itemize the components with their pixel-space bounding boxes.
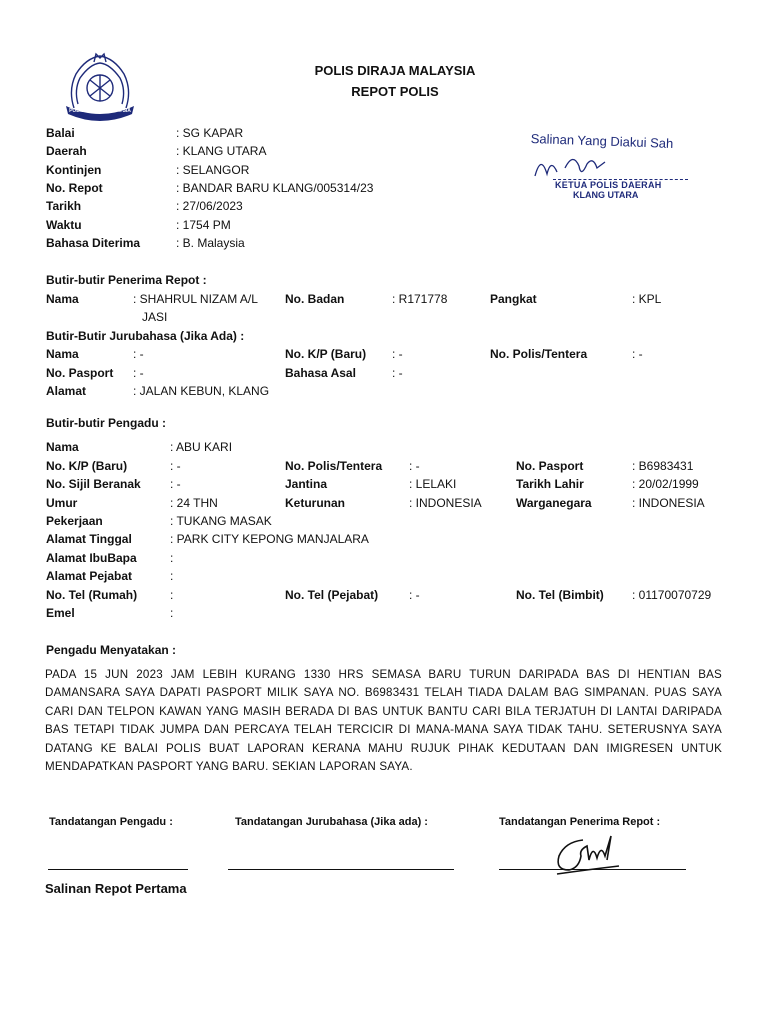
- no-badan-label: No. Badan: [285, 292, 345, 306]
- tarikh-value: : 27/06/2023: [176, 199, 243, 213]
- kontinjen-label: Kontinjen: [46, 163, 102, 177]
- sijil-label: No. Sijil Beranak: [46, 477, 141, 491]
- emel-value: :: [170, 606, 174, 620]
- keturunan-label: Keturunan: [285, 496, 345, 510]
- bahasa-asal-label: Bahasa Asal: [285, 366, 356, 380]
- tel-pejabat-label: No. Tel (Pejabat): [285, 588, 379, 602]
- pengadu-nama-label: Nama: [46, 440, 79, 454]
- umur-label: Umur: [46, 496, 78, 510]
- pengadu-polis-label: No. Polis/Tentera: [285, 459, 383, 473]
- waktu-value: : 1754 PM: [176, 218, 231, 232]
- sig-pengadu-line: [48, 869, 188, 870]
- tel-bimbit-label: No. Tel (Bimbit): [516, 588, 604, 602]
- org-title: POLIS DIRAJA MALAYSIA: [314, 63, 476, 78]
- jurubahasa-polis-label: No. Polis/Tentera: [490, 347, 588, 361]
- certified-copy-stamp: [525, 128, 695, 208]
- pengadu-kp-value: : -: [170, 459, 181, 473]
- jantina-label: Jantina: [285, 477, 328, 491]
- jurubahasa-polis-value: : -: [632, 347, 643, 361]
- jurubahasa-heading: Butir-Butir Jurubahasa (Jika Ada) :: [46, 329, 245, 343]
- statement-text: PADA 15 JUN 2023 JAM LEBIH KURANG 1330 HRS SEMASA BARU TURUN DARIPADA BAS DI HENTIAN BAS DAMANSARA SAYA DAPATI PASPORT MILIK SAYA NO. B6983431 TELAH TIADA DALAM BAG SIMPANAN. PUAS SAYA CARI DAN TELPON KAWAN YANG MASIH BERADA DI BAS UNTUK BANTU CARI BILA TERJATUH DI LANTAI DARIPADA BAS TETAPI TIDAK JUMPA DAN PERCAYA TELAH TERCICIR DI MANA-MANA SAYA TIDAK TAHU. SETERUSNYA SAYA DATANG KE BALAI POLIS BUAT LAPORAN KERANA MAHU RUJUK PIHAK KEDUTAAN DAN IMIGRESEN UNTUK MENDAPATKAN PASPORT YANG BARU. SEKIAN LAPORAN SAYA.: [45, 668, 722, 774]
- tel-rumah-value: :: [170, 588, 174, 602]
- jurubahasa-kp-label: No. K/P (Baru): [285, 347, 367, 361]
- statement-heading: Pengadu Menyatakan :: [46, 643, 177, 657]
- alamat-pejabat-label: Alamat Pejabat: [46, 569, 133, 583]
- alamat-ibubapa-value: :: [170, 551, 174, 565]
- sijil-value: : -: [170, 477, 181, 491]
- bahasa-label: Bahasa Diterima: [46, 236, 141, 250]
- umur-value: : 24 THN: [170, 496, 218, 510]
- tarikh-lahir-value: : 20/02/1999: [632, 477, 699, 491]
- alamat-tinggal-label: Alamat Tinggal: [46, 532, 132, 546]
- balai-value: : SG KAPAR: [176, 126, 244, 140]
- doc-title: REPOT POLIS: [351, 84, 439, 99]
- no-repot-label: No. Repot: [46, 181, 103, 195]
- stamp-line-3: KLANG UTARA: [573, 190, 639, 200]
- stamp-line-1: Salinan Yang Diakui Sah: [530, 131, 674, 151]
- alamat-tinggal-value: : PARK CITY KEPONG MANJALARA: [170, 532, 369, 546]
- tarikh-label: Tarikh: [46, 199, 82, 213]
- no-badan-value: : R171778: [392, 292, 448, 306]
- pekerjaan-label: Pekerjaan: [46, 514, 103, 528]
- jurubahasa-pasport-label: No. Pasport: [46, 366, 114, 380]
- jurubahasa-nama-label: Nama: [46, 347, 79, 361]
- sig-pengadu-label: Tandatangan Pengadu :: [49, 816, 173, 828]
- sig-jurubahasa-label: Tandatangan Jurubahasa (Jika ada) :: [235, 816, 428, 828]
- daerah-value: : KLANG UTARA: [176, 144, 267, 158]
- daerah-label: Daerah: [46, 144, 87, 158]
- alamat-pejabat-value: :: [170, 569, 174, 583]
- pengadu-pasport-value: : B6983431: [632, 459, 694, 473]
- emel-label: Emel: [46, 606, 75, 620]
- jurubahasa-nama-value: : -: [133, 347, 144, 361]
- pengadu-kp-label: No. K/P (Baru): [46, 459, 128, 473]
- pengadu-pasport-label: No. Pasport: [516, 459, 584, 473]
- penerima-nama-value: : SHAHRUL NIZAM A/L: [133, 292, 258, 306]
- penerima-heading: Butir-butir Penerima Repot :: [46, 273, 207, 287]
- no-repot-value: : BANDAR BARU KLANG/005314/23: [176, 181, 374, 195]
- tel-rumah-label: No. Tel (Rumah): [46, 588, 138, 602]
- sig-penerima-label: Tandatangan Penerima Repot :: [499, 816, 661, 828]
- tarikh-lahir-label: Tarikh Lahir: [516, 477, 584, 491]
- pengadu-nama-value: : ABU KARI: [170, 440, 233, 454]
- pangkat-label: Pangkat: [490, 292, 537, 306]
- jurubahasa-pasport-value: : -: [133, 366, 144, 380]
- penerima-nama-label: Nama: [46, 292, 79, 306]
- pengadu-polis-value: : -: [409, 459, 420, 473]
- balai-label: Balai: [46, 126, 75, 140]
- waktu-label: Waktu: [46, 218, 82, 232]
- kontinjen-value: : SELANGOR: [176, 163, 250, 177]
- sig-jurubahasa-line: [228, 869, 454, 870]
- copy-label: Salinan Repot Pertama: [45, 881, 187, 896]
- jantina-value: : LELAKI: [409, 477, 457, 491]
- keturunan-value: : INDONESIA: [409, 496, 482, 510]
- warganegara-label: Warganegara: [516, 496, 592, 510]
- pangkat-value: : KPL: [632, 292, 662, 306]
- tel-bimbit-value: : 01170070729: [632, 588, 712, 602]
- bahasa-asal-value: : -: [392, 366, 403, 380]
- jurubahasa-alamat-value: : JALAN KEBUN, KLANG: [133, 384, 270, 398]
- bahasa-value: : B. Malaysia: [176, 236, 245, 250]
- tel-pejabat-value: : -: [409, 588, 420, 602]
- penerima-signature: [545, 830, 635, 880]
- jurubahasa-alamat-label: Alamat: [46, 384, 87, 398]
- penerima-nama-value-2: JASI: [142, 310, 168, 324]
- stamp-line-2: KETUA POLIS DAERAH: [555, 180, 662, 190]
- warganegara-value: : INDONESIA: [632, 496, 705, 510]
- jurubahasa-kp-value: : -: [392, 347, 403, 361]
- alamat-ibubapa-label: Alamat IbuBapa: [46, 551, 137, 565]
- stamp-rule: [553, 179, 688, 180]
- pekerjaan-value: : TUKANG MASAK: [170, 514, 272, 528]
- pengadu-heading: Butir-butir Pengadu :: [46, 416, 166, 430]
- logo-text: POLIS DIRAJA MALAYSIA: [69, 108, 131, 114]
